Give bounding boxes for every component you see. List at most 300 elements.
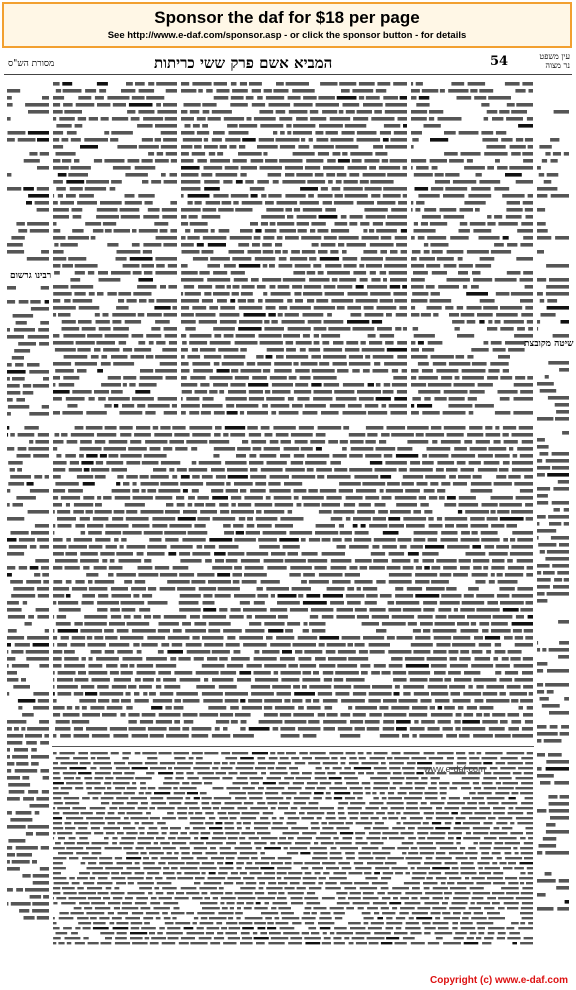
text-line-segment (218, 587, 240, 591)
text-line-segment (349, 545, 369, 549)
text-line-segment (435, 173, 444, 177)
text-line-segment (512, 942, 517, 944)
text-line-segment (116, 922, 128, 924)
text-line-segment (54, 243, 58, 247)
text-line-segment (66, 580, 72, 584)
text-line-segment (127, 299, 137, 303)
text-line-segment (427, 447, 451, 451)
text-line-segment (393, 292, 407, 296)
text-line-segment (424, 124, 441, 128)
text-line-segment (397, 390, 407, 394)
text-line-segment (384, 362, 407, 366)
text-line-segment (7, 867, 20, 871)
text-line-segment (431, 187, 443, 191)
text-line-segment (527, 320, 533, 324)
text-line-segment (222, 777, 232, 779)
text-line-segment (33, 692, 49, 696)
text-line-segment (520, 243, 533, 247)
text-line-segment (289, 573, 300, 577)
text-line-segment (307, 468, 314, 472)
text-line-segment (264, 89, 272, 93)
text-line-segment (53, 699, 57, 703)
text-line-segment (548, 753, 562, 757)
text-line-segment (398, 538, 412, 542)
text-line-segment (311, 932, 319, 934)
text-line-segment (367, 433, 377, 437)
text-line-segment (58, 671, 76, 675)
lower-commentary-block (52, 750, 534, 946)
text-line-segment (7, 888, 13, 892)
text-line-segment (53, 615, 54, 619)
text-line-segment (326, 792, 331, 794)
text-line-segment (484, 787, 497, 789)
text-line-segment (223, 629, 242, 633)
text-line-segment (231, 271, 245, 275)
text-line-segment (537, 536, 539, 540)
text-line-segment (310, 847, 327, 849)
text-line-segment (117, 932, 127, 934)
text-line-segment (386, 927, 394, 929)
text-line-segment (393, 897, 398, 899)
text-line-segment (309, 278, 329, 282)
text-line-segment (69, 837, 76, 839)
text-line-segment (184, 927, 194, 929)
text-line-segment (170, 229, 177, 233)
text-line-segment (493, 348, 506, 352)
text-line-segment (114, 510, 125, 514)
text-line-segment (431, 664, 447, 668)
text-line-segment (178, 657, 190, 661)
text-line-segment (341, 89, 350, 93)
text-line-segment (278, 907, 291, 909)
text-line-segment (187, 355, 200, 359)
text-line-segment (483, 566, 488, 570)
text-line-segment (16, 222, 25, 226)
text-line-segment (168, 636, 190, 640)
text-line-segment (235, 797, 246, 799)
text-line-segment (321, 334, 340, 338)
text-line-segment (53, 782, 64, 784)
text-line-segment (501, 802, 517, 804)
text-line-segment (16, 811, 32, 815)
text-line-segment (30, 804, 50, 808)
text-line-segment (367, 752, 372, 754)
text-line-segment (505, 82, 520, 86)
text-line-segment (323, 671, 334, 675)
text-line-segment (545, 152, 550, 156)
text-line-segment (198, 285, 212, 289)
text-line-segment (280, 131, 285, 135)
text-line-segment (145, 792, 151, 794)
text-line-segment (63, 103, 73, 107)
text-line-segment (403, 822, 421, 824)
text-line-segment (524, 772, 533, 774)
text-line-segment (383, 390, 394, 394)
text-line-segment (304, 650, 322, 654)
text-line-segment (214, 762, 220, 764)
text-line-segment (138, 827, 144, 829)
text-line-segment (512, 433, 534, 437)
text-line-segment (421, 222, 428, 226)
text-line-segment (488, 817, 495, 819)
text-line-segment (270, 772, 288, 774)
text-line-segment (321, 842, 334, 844)
text-line-segment (370, 757, 385, 759)
text-line-segment (132, 96, 145, 100)
text-line-segment (426, 264, 440, 268)
text-line-segment (444, 807, 459, 809)
text-line-segment (91, 355, 99, 359)
text-line-segment (369, 566, 385, 570)
text-line-segment (277, 877, 281, 879)
text-line-segment (261, 772, 266, 774)
text-line-segment (143, 857, 149, 859)
text-line-segment (392, 827, 405, 829)
text-line-segment (410, 678, 428, 682)
text-line-segment (273, 180, 279, 184)
text-line-segment (371, 842, 384, 844)
text-line-segment (110, 138, 118, 142)
text-line-segment (7, 447, 14, 451)
text-line-segment (453, 482, 467, 486)
text-line-segment (101, 797, 114, 799)
text-line-segment (287, 131, 291, 135)
text-line-segment (190, 942, 207, 944)
text-line-segment (120, 454, 141, 458)
text-line-segment (537, 501, 548, 505)
text-line-segment (53, 376, 60, 380)
text-line-segment (167, 650, 183, 654)
text-line-segment (101, 942, 112, 944)
text-line-segment (298, 727, 321, 731)
text-line-segment (137, 650, 142, 654)
text-line-segment (36, 797, 49, 801)
text-line-segment (247, 362, 256, 366)
text-line-segment (310, 117, 326, 121)
copyright-credit[interactable]: Copyright (c) www.e-daf.com (430, 975, 568, 986)
text-line-segment (509, 447, 513, 451)
text-line-segment (78, 671, 86, 675)
text-line-segment (511, 152, 521, 156)
text-line-segment (430, 482, 438, 486)
text-line-segment (68, 489, 83, 493)
text-line-segment (453, 897, 469, 899)
text-line-segment (167, 812, 174, 814)
text-line-segment (414, 229, 436, 233)
text-line-segment (154, 433, 172, 437)
text-line-segment (181, 306, 189, 310)
text-line-segment (214, 82, 227, 86)
text-line-segment (181, 320, 196, 324)
text-line-segment (464, 713, 473, 717)
text-line-segment (466, 552, 486, 556)
text-line-segment (254, 907, 267, 909)
text-line-segment (137, 404, 145, 408)
text-line-segment (333, 341, 344, 345)
text-line-segment (386, 922, 402, 924)
text-line-segment (454, 678, 471, 682)
text-line-segment (327, 713, 338, 717)
text-line-segment (142, 159, 153, 163)
text-line-segment (192, 461, 197, 465)
text-line-segment (322, 942, 331, 944)
text-line-segment (88, 271, 94, 275)
text-line-segment (411, 404, 414, 408)
text-line-segment (431, 777, 440, 779)
text-line-segment (483, 306, 498, 310)
text-line-segment (66, 847, 83, 849)
text-line-segment (118, 292, 131, 296)
text-line-segment (92, 842, 109, 844)
text-line-segment (105, 334, 129, 338)
text-line-segment (206, 842, 223, 844)
text-line-segment (552, 452, 569, 456)
text-line-segment (149, 299, 155, 303)
text-line-segment (19, 538, 35, 542)
text-line-segment (437, 257, 454, 261)
text-line-segment (194, 503, 204, 507)
text-line-segment (503, 867, 513, 869)
text-line-segment (227, 285, 231, 289)
text-line-segment (122, 404, 134, 408)
text-line-segment (246, 882, 257, 884)
text-line-segment (137, 552, 144, 556)
text-line-segment (336, 827, 349, 829)
text-line-segment (128, 720, 136, 724)
text-line-segment (406, 664, 429, 668)
text-line-segment (512, 461, 533, 465)
text-line-segment (53, 643, 54, 647)
text-line-segment (69, 897, 87, 899)
text-line-segment (435, 932, 453, 934)
text-line-segment (291, 757, 299, 759)
text-line-segment (470, 857, 478, 859)
text-line-segment (63, 812, 79, 814)
text-line-segment (476, 608, 499, 612)
text-line-segment (537, 879, 556, 883)
text-line-segment (37, 615, 49, 619)
sponsor-banner[interactable] (2, 2, 572, 48)
text-line-segment (275, 503, 294, 507)
text-line-segment (331, 757, 337, 759)
text-line-segment (284, 877, 301, 879)
text-line-segment (118, 912, 129, 914)
text-line-segment (215, 822, 222, 824)
text-line-segment (7, 489, 10, 493)
text-line-segment (135, 862, 140, 864)
text-line-segment (332, 580, 350, 584)
text-line-segment (357, 131, 377, 135)
text-line-segment (104, 792, 122, 794)
text-line-segment (170, 657, 176, 661)
text-line-segment (177, 468, 187, 472)
text-line-segment (486, 145, 505, 149)
text-line-segment (387, 757, 393, 759)
text-line-segment (199, 867, 216, 869)
text-line-segment (383, 187, 407, 191)
text-line-segment (384, 713, 407, 717)
text-line-segment (319, 664, 335, 668)
text-line-segment (249, 461, 264, 465)
text-line-segment (477, 862, 489, 864)
text-line-segment (284, 699, 290, 703)
text-line-segment (471, 285, 479, 289)
text-line-segment (369, 229, 374, 233)
text-line-segment (508, 650, 522, 654)
text-line-segment (53, 82, 60, 86)
text-line-segment (492, 713, 505, 717)
text-line-segment (307, 706, 321, 710)
text-line-segment (257, 180, 269, 184)
text-line-segment (424, 510, 432, 514)
text-line-segment (434, 636, 452, 640)
text-line-segment (357, 138, 381, 142)
text-line-segment (132, 397, 154, 401)
shita-mekubetzet-column (536, 352, 570, 912)
text-line-segment (285, 313, 299, 317)
text-line-segment (422, 461, 434, 465)
text-line-segment (248, 383, 268, 387)
text-line-segment (362, 762, 379, 764)
text-line-segment (562, 431, 569, 435)
text-line-segment (212, 802, 222, 804)
text-line-segment (204, 643, 223, 647)
text-line-segment (162, 832, 167, 834)
text-line-segment (489, 552, 508, 556)
text-line-segment (303, 629, 309, 633)
text-line-segment (184, 872, 200, 874)
text-line-segment (187, 932, 205, 934)
text-line-segment (98, 271, 108, 275)
text-line-segment (300, 348, 306, 352)
text-line-segment (269, 103, 291, 107)
text-line-segment (269, 489, 290, 493)
text-line-segment (340, 832, 353, 834)
text-line-segment (146, 657, 167, 661)
text-line-segment (162, 942, 176, 944)
text-line-segment (97, 433, 116, 437)
text-line-segment (211, 857, 224, 859)
text-line-segment (73, 757, 88, 759)
text-line-segment (260, 932, 267, 934)
text-line-segment (413, 327, 419, 331)
text-line-segment (116, 257, 127, 261)
text-line-segment (7, 138, 15, 142)
text-line-segment (230, 299, 235, 303)
text-line-segment (395, 587, 403, 591)
text-line-segment (127, 802, 138, 804)
text-line-segment (431, 713, 453, 717)
text-line-segment (292, 285, 302, 289)
text-line-segment (295, 264, 311, 268)
text-line-segment (123, 847, 132, 849)
text-line-segment (269, 264, 275, 268)
text-line-segment (546, 292, 569, 296)
text-line-segment (434, 397, 446, 401)
text-line-segment (373, 787, 388, 789)
text-line-segment (318, 152, 329, 156)
text-line-segment (357, 390, 381, 394)
text-line-segment (55, 842, 61, 844)
text-line-segment (437, 489, 445, 493)
text-line-segment (226, 559, 238, 563)
text-line-segment (11, 594, 35, 598)
text-line-segment (448, 837, 454, 839)
text-line-segment (72, 720, 89, 724)
text-line-segment (281, 912, 294, 914)
text-line-segment (194, 837, 198, 839)
text-line-segment (383, 872, 393, 874)
text-line-segment (263, 812, 274, 814)
text-line-segment (322, 552, 345, 556)
text-line-segment (418, 827, 434, 829)
text-line-segment (228, 552, 245, 556)
text-line-segment (302, 552, 318, 556)
text-line-segment (126, 857, 141, 859)
text-line-segment (335, 145, 358, 149)
text-line-segment (410, 817, 423, 819)
text-line-segment (106, 832, 115, 834)
text-line-segment (401, 832, 414, 834)
text-line-segment (388, 817, 398, 819)
text-line-segment (162, 348, 177, 352)
text-line-segment (209, 538, 232, 542)
text-line-segment (329, 752, 343, 754)
text-line-segment (202, 615, 226, 619)
text-line-segment (217, 932, 223, 934)
text-line-segment (451, 692, 461, 696)
text-line-segment (486, 433, 501, 437)
text-line-segment (204, 752, 218, 754)
text-line-segment (321, 187, 328, 191)
text-line-segment (270, 376, 287, 380)
text-line-segment (77, 201, 97, 205)
text-line-segment (426, 285, 435, 289)
text-line-segment (81, 685, 94, 689)
text-line-segment (241, 832, 255, 834)
text-line-segment (505, 341, 525, 345)
text-line-segment (302, 757, 312, 759)
text-line-segment (86, 787, 92, 789)
text-line-segment (313, 376, 337, 380)
text-line-segment (218, 872, 227, 874)
text-line-segment (275, 243, 282, 247)
text-line-segment (497, 510, 509, 514)
text-line-segment (86, 912, 104, 914)
text-line-segment (168, 862, 185, 864)
text-line-segment (264, 320, 269, 324)
text-line-segment (61, 787, 72, 789)
text-line-segment (156, 341, 165, 345)
text-line-segment (130, 440, 141, 444)
text-line-segment (166, 376, 178, 380)
text-line-segment (265, 917, 272, 919)
text-line-segment (181, 187, 201, 191)
text-line-segment (439, 782, 450, 784)
text-line-segment (147, 872, 159, 874)
text-line-segment (278, 857, 292, 859)
text-line-segment (59, 117, 75, 121)
text-line-segment (327, 313, 332, 317)
text-line-segment (430, 299, 452, 303)
text-line-segment (239, 837, 245, 839)
text-line-segment (441, 440, 461, 444)
text-line-segment (335, 917, 342, 919)
text-line-segment (472, 362, 487, 366)
text-line-segment (180, 787, 197, 789)
text-line-segment (296, 777, 311, 779)
text-line-segment (23, 391, 34, 395)
